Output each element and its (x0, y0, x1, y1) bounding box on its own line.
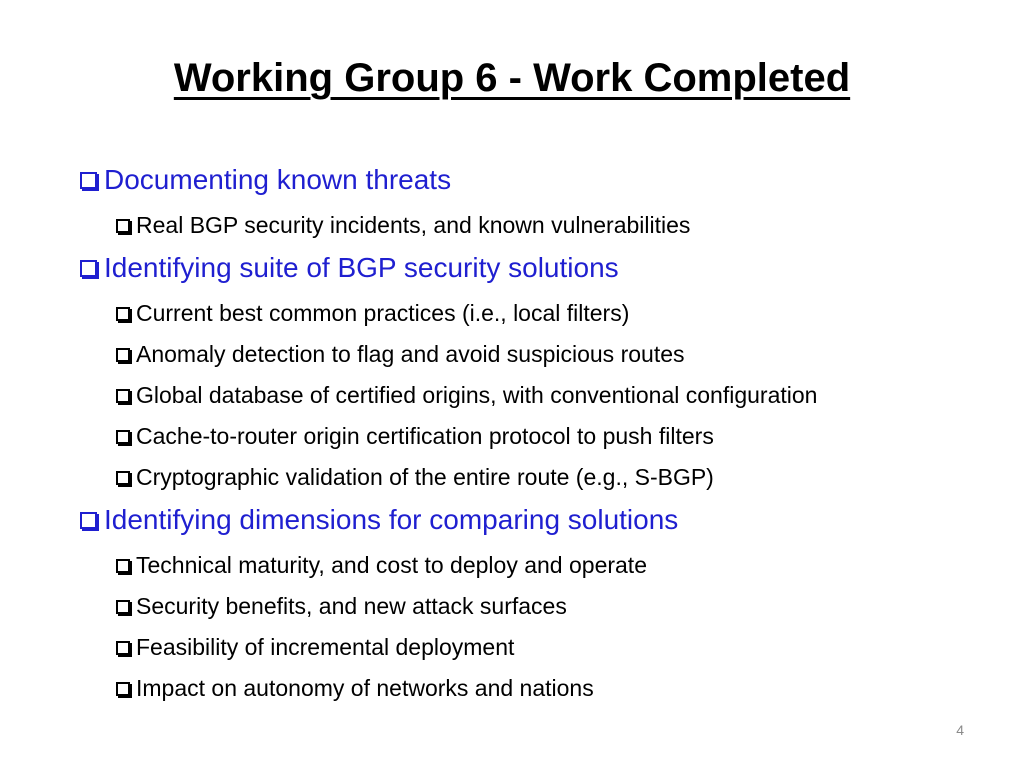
square-bullet-icon (116, 307, 130, 321)
bullet-list (80, 160, 980, 704)
list-item (116, 462, 980, 493)
list-item-text: Cryptographic validation of the entire route (e.g., S-BGP) (136, 464, 714, 490)
list-item-text: Security benefits, and new attack surfaces (136, 593, 567, 619)
list-item (116, 591, 980, 622)
square-bullet-icon (116, 348, 130, 362)
square-bullet-icon (116, 219, 130, 233)
list-item (116, 550, 980, 581)
section-heading-dimensions (80, 500, 980, 540)
section-heading-text: Identifying suite of BGP security solutions (104, 252, 619, 283)
list-item-text: Global database of certified origins, with conventional configuration (136, 382, 818, 408)
square-bullet-icon (116, 600, 130, 614)
list-item-text: Impact on autonomy of networks and nations (136, 675, 594, 701)
list-item (116, 673, 980, 704)
square-bullet-icon (116, 471, 130, 485)
list-item-text: Cache-to-router origin certification protocol to push filters (136, 423, 714, 449)
slide-title-text: Working Group 6 - Work Completed (173, 56, 851, 100)
square-bullet-icon (80, 172, 97, 189)
list-item-text: Technical maturity, and cost to deploy and operate (136, 552, 647, 578)
list-item (116, 210, 980, 241)
square-bullet-icon (80, 512, 97, 529)
list-item-text: Current best common practices (i.e., local filters) (136, 300, 630, 326)
list-item (116, 380, 980, 411)
list-item (116, 421, 980, 452)
square-bullet-icon (80, 260, 97, 277)
section-heading-solutions (80, 248, 980, 288)
list-item-text: Real BGP security incidents, and known vulnerabilities (136, 212, 691, 238)
list-item (116, 339, 980, 370)
section-heading-text: Documenting known threats (104, 164, 452, 195)
square-bullet-icon (116, 389, 130, 403)
square-bullet-icon (116, 682, 130, 696)
slide-title (0, 50, 1024, 106)
list-item-text: Anomaly detection to flag and avoid suspicious routes (136, 341, 685, 367)
list-item (116, 298, 980, 329)
section-heading-text: Identifying dimensions for comparing solutions (104, 504, 679, 535)
page-number: 4 (956, 722, 964, 738)
list-item (116, 632, 980, 663)
square-bullet-icon (116, 641, 130, 655)
list-item-text: Feasibility of incremental deployment (136, 634, 515, 660)
section-heading-threats (80, 160, 980, 200)
square-bullet-icon (116, 559, 130, 573)
square-bullet-icon (116, 430, 130, 444)
